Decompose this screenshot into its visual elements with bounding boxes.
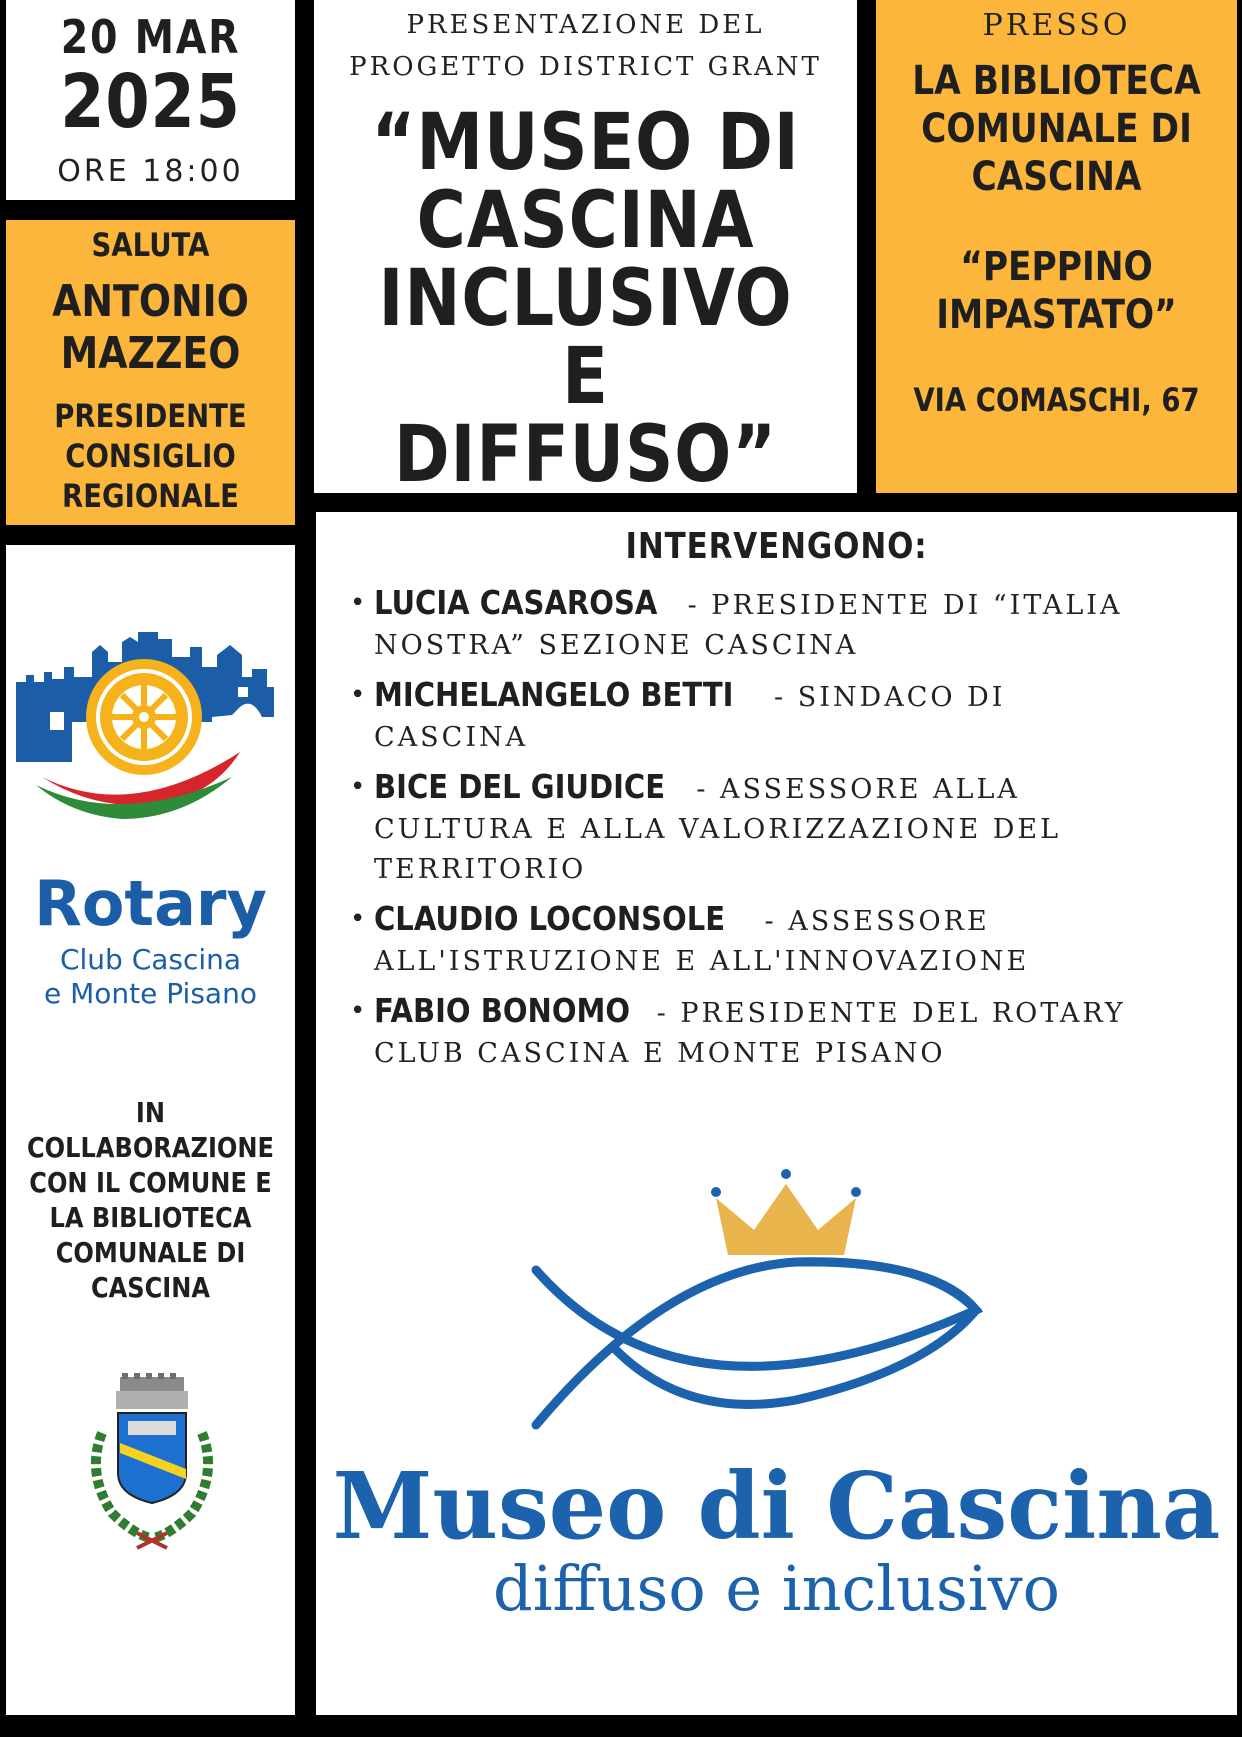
speakers-heading: INTERVENGONO:	[625, 526, 928, 567]
rotary-brand: Rotary	[34, 867, 267, 940]
main-panel	[316, 512, 1237, 1715]
club-line: e Monte Pisano	[44, 977, 257, 1010]
guest-name	[26, 276, 275, 380]
event-time: ORE 18:00	[57, 154, 244, 189]
event-date: 20 MAR	[60, 10, 241, 64]
venue-panel	[876, 0, 1237, 493]
venue-address: VIA COMASCHI, 67	[913, 381, 1200, 419]
speaker-role: - PRESIDENTE DEL ROTARY CLUB CASCINA E MONTE PISANO	[374, 998, 1126, 1069]
collab-line: CASCINA	[90, 1271, 211, 1304]
collab-line: IN	[135, 1096, 166, 1129]
club-line: Club Cascina	[59, 943, 242, 976]
rotary-club-name	[6, 943, 295, 1011]
guest-name-line: ANTONIO	[52, 276, 249, 327]
list-item	[350, 583, 1154, 666]
guest-role-line: PRESIDENTE	[54, 397, 247, 435]
speaker-name: FABIO BONOMO	[374, 991, 631, 1030]
collab-line: COMUNALE DI	[55, 1236, 246, 1269]
venue-name-line: IMPASTATO”	[936, 292, 1177, 338]
list-item	[350, 675, 1154, 758]
speaker-name: LUCIA CASAROSA	[374, 583, 658, 622]
guest-role-line: CONSIGLIO	[65, 437, 236, 475]
guest-name-line: MAZZEO	[60, 328, 241, 379]
intro-line: PROGETTO DISTRICT GRANT	[349, 52, 822, 82]
speaker-name: CLAUDIO LOCONSOLE	[374, 899, 726, 938]
sponsor-column	[6, 545, 295, 1715]
list-item	[350, 899, 1154, 982]
venue-name-line: “PEPPINO	[960, 244, 1153, 290]
list-item	[350, 991, 1154, 1074]
list-item	[350, 767, 1154, 890]
guest-role	[26, 396, 275, 516]
speaker-role: - ASSESSORE ALLA CULTURA E ALLA VALORIZZAZIONE DEL TERRITORIO	[374, 774, 1062, 885]
speaker-name: MICHELANGELO BETTI	[374, 675, 734, 714]
venue-line: CASCINA	[971, 154, 1142, 200]
speaker-name: BICE DEL GIUDICE	[374, 767, 666, 806]
event-year: 2025	[60, 59, 241, 145]
title-line: CASCINA	[416, 176, 755, 266]
venue-line: LA BIBLIOTECA	[912, 58, 1201, 104]
venue-line: COMUNALE DI	[921, 106, 1192, 152]
speaker-role: - PRESIDENTE DI “ITALIA NOSTRA” SEZIONE CASCINA	[374, 590, 1123, 661]
museum-title: Museo di Cascina	[332, 1452, 1221, 1560]
museum-subtitle: diffuso e inclusivo	[493, 1552, 1060, 1625]
collaboration-note	[26, 1095, 275, 1305]
crowned-fish-icon	[506, 1140, 1066, 1440]
venue-place	[901, 57, 1211, 201]
title-line: INCLUSIVO E	[378, 254, 793, 422]
greeting-panel	[6, 220, 295, 525]
guest-role-line: REGIONALE	[62, 477, 239, 515]
title-panel	[314, 0, 857, 493]
speaker-role: - SINDACO DI CASCINA	[374, 682, 1006, 753]
intro-line: PRESENTAZIONE DEL	[406, 10, 765, 40]
greeting-label: SALUTA	[91, 226, 210, 264]
title-line: DIFFUSO”	[393, 410, 778, 493]
event-title	[352, 98, 819, 493]
date-panel	[6, 0, 295, 200]
speakers-list	[316, 583, 1237, 1074]
cascina-crest-icon	[82, 1373, 222, 1553]
collab-line: LA BIBLIOTECA	[49, 1201, 252, 1234]
venue-name	[901, 243, 1211, 339]
rotary-logo-icon	[12, 627, 290, 837]
title-line: “MUSEO DI	[371, 98, 800, 188]
presentation-intro	[314, 4, 857, 88]
collab-line: CON IL COMUNE E	[29, 1166, 272, 1199]
speaker-role: - ASSESSORE ALL'ISTRUZIONE E ALL'INNOVAZIONE	[374, 906, 1030, 977]
venue-label: PRESSO	[982, 8, 1131, 43]
collab-line: COLLABORAZIONE	[27, 1131, 274, 1164]
